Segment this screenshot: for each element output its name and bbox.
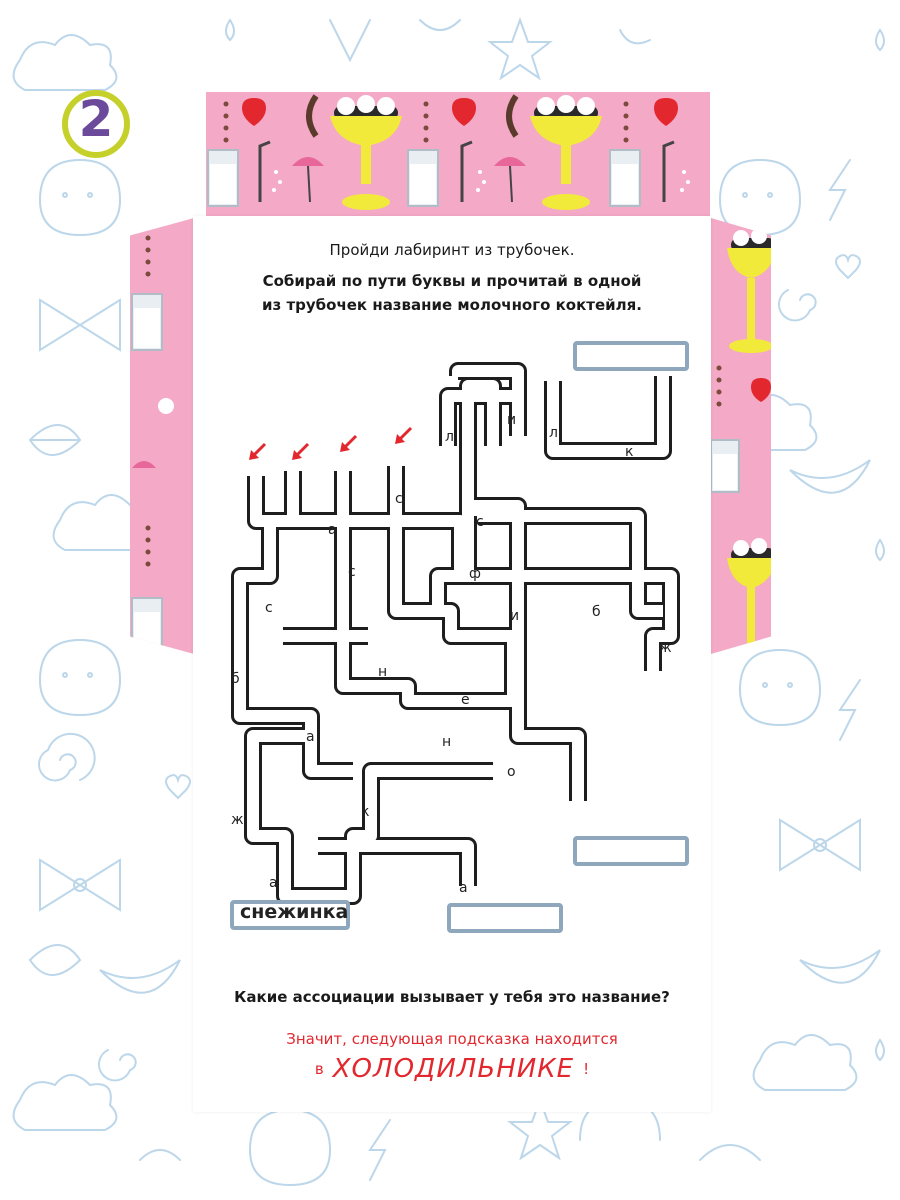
arrow-down-left-icon bbox=[395, 428, 411, 444]
maze-letter: к bbox=[361, 804, 370, 820]
instruction-line-2b: из трубочек название молочного коктейля. bbox=[262, 296, 642, 314]
maze-letter: с bbox=[476, 514, 484, 530]
maze-letter: а bbox=[269, 875, 278, 891]
hint-line-1: Значит, следующая подсказка находится bbox=[286, 1030, 618, 1048]
question: Какие ассоциации вызывает у тебя это название? bbox=[234, 988, 670, 1006]
maze-letter: б bbox=[592, 604, 601, 620]
maze-letter: к bbox=[625, 444, 634, 460]
maze-letter: л bbox=[549, 425, 558, 441]
top-banner bbox=[206, 92, 710, 216]
hint-place: ХОЛОДИЛЬНИКЕ bbox=[332, 1054, 575, 1084]
maze-letter: и bbox=[510, 608, 520, 624]
maze-letter: ж bbox=[231, 812, 244, 828]
maze-letter: н bbox=[378, 664, 388, 680]
arrow-down-left-icon bbox=[292, 444, 308, 460]
maze-letter: а bbox=[306, 729, 315, 745]
activity-card bbox=[193, 216, 711, 1112]
answer-box-top[interactable] bbox=[573, 341, 689, 371]
instruction-line-2a: Собирай по пути буквы и прочитай в одной bbox=[262, 272, 642, 290]
answer-text: снежинка bbox=[240, 901, 349, 923]
maze-letter: ж bbox=[659, 640, 672, 656]
maze-letter: е bbox=[461, 692, 470, 708]
hint-line-2 bbox=[193, 1054, 711, 1084]
left-flap bbox=[130, 218, 194, 654]
page-number: 2 bbox=[78, 90, 114, 148]
maze-letter: и bbox=[507, 412, 517, 428]
maze-letter: н bbox=[442, 734, 452, 750]
maze-letter: с bbox=[395, 491, 403, 507]
arrow-down-left-icon bbox=[340, 436, 356, 452]
hint-prefix: в bbox=[314, 1060, 324, 1078]
maze-letter: с bbox=[348, 564, 356, 580]
answer-box-filled[interactable] bbox=[230, 900, 350, 930]
maze-letter: ф bbox=[469, 566, 481, 582]
hint-suffix: ! bbox=[583, 1060, 590, 1078]
maze-letter: б bbox=[231, 671, 240, 687]
answer-box-bottom[interactable] bbox=[447, 903, 563, 933]
maze-letter: а bbox=[459, 880, 468, 896]
arrow-down-left-icon bbox=[249, 444, 265, 460]
maze-letter: а bbox=[328, 522, 337, 538]
answer-box-right[interactable] bbox=[573, 836, 689, 866]
maze-letter: с bbox=[265, 600, 273, 616]
right-flap bbox=[711, 218, 771, 654]
maze-letter: л bbox=[445, 429, 454, 445]
instruction-line-1: Пройди лабиринт из трубочек. bbox=[329, 241, 575, 259]
page-number-badge bbox=[60, 88, 132, 160]
maze-letter: о bbox=[507, 764, 516, 780]
